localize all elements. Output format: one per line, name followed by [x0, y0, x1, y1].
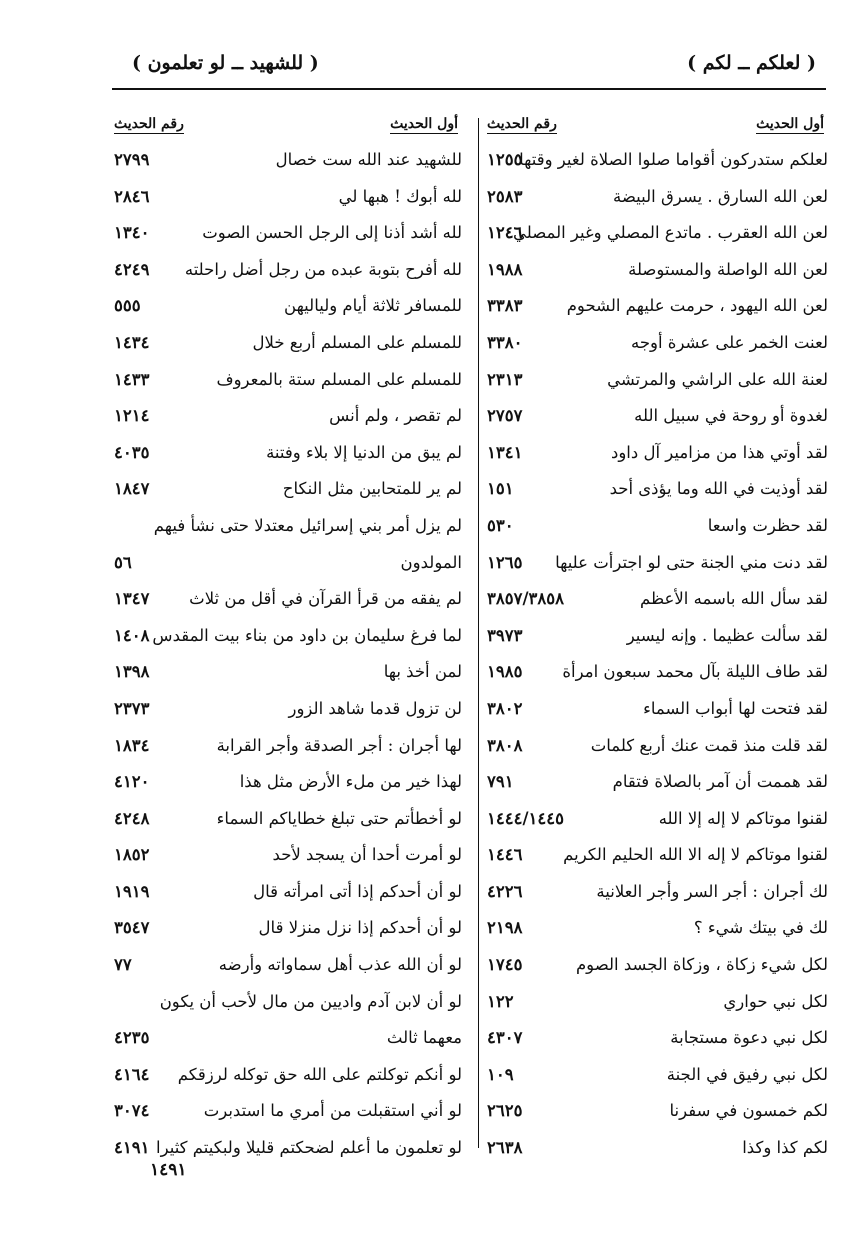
first-of-hadith-heading: أول الحديث: [756, 116, 824, 132]
entry-number: ١٣٩٨: [114, 662, 150, 682]
index-entry: [112, 471, 464, 508]
entry-number: ٤٢٢٦: [487, 881, 523, 901]
index-entry: [112, 215, 464, 252]
entry-text: لقد فتحت لها أبواب السماء: [643, 698, 828, 718]
entry-text: للمسلم على المسلم ستة بالمعروف: [216, 369, 462, 389]
entry-number: ٢٥٨٣: [487, 186, 523, 206]
entry-number: ٧٩١: [487, 772, 514, 792]
entry-text: لكم كذا وكذا: [742, 1138, 828, 1158]
index-entry: [485, 215, 830, 252]
index-entry: [485, 435, 830, 472]
header-rule: [112, 88, 826, 90]
entry-text: لهذا خير من ملء الأرض مثل هذا: [239, 772, 462, 792]
index-entry: [112, 581, 464, 618]
index-entry: [112, 252, 464, 289]
index-entry: [485, 874, 830, 911]
entry-text: لكل شيء زكاة ، وزكاة الجسد الصوم: [575, 955, 828, 975]
entry-number: ٤٢٣٥: [114, 1028, 150, 1048]
entry-text: لو أني استقبلت من أمري ما استدبرت: [203, 1101, 462, 1121]
entry-number: ١٣٤٠: [114, 223, 150, 243]
entry-number: ٣٣٨٠: [487, 332, 523, 352]
entry-text: لو تعلمون ما أعلم لضحكتم قليلا ولبكيتم كثيرا: [156, 1138, 462, 1158]
entry-text: لعنت الخمر على عشرة أوجه: [630, 332, 828, 352]
index-entry: [485, 984, 830, 1021]
entry-text: لو أن أحدكم إذا نزل منزلا قال: [258, 918, 462, 938]
entry-text: لله أبوك ! هبها لي: [338, 186, 462, 206]
entry-number: ١٤٤٦: [487, 845, 523, 865]
index-entry: [485, 179, 830, 216]
entry-text: لم ير للمتحابين مثل النكاح: [282, 479, 462, 499]
left-column-rows: [112, 142, 464, 1167]
entry-text: لغدوة أو روحة في سبيل الله: [634, 406, 828, 426]
index-entry: [112, 179, 464, 216]
index-entry: [112, 435, 464, 472]
page-number: ١٤٩١: [150, 1160, 187, 1180]
entry-number: ١٤٣٤: [114, 332, 150, 352]
index-entry: [112, 1093, 464, 1130]
entry-number: ١٩٨٨: [487, 259, 523, 279]
entry-text: لم يبق من الدنيا إلا بلاء وفتنة: [266, 442, 462, 462]
entry-text: لقد دنت مني الجنة حتى لو اجترأت عليها: [555, 552, 828, 572]
entry-text: لقنوا موتاكم لا إله الا الله الحليم الكريم: [563, 845, 828, 865]
entry-text: لقد قلت منذ قمت عنك أربع كلمات: [590, 735, 828, 755]
entry-text: لقد أوتي هذا من مزامير آل داود: [610, 442, 828, 462]
entry-number: ٢٨٤٦: [114, 186, 150, 206]
entry-text: لو أنكم توكلتم على الله حق توكله لرزقكم: [177, 1064, 462, 1084]
index-entry: [485, 581, 830, 618]
index-entry: [485, 910, 830, 947]
index-entry: [112, 801, 464, 838]
entry-number: ١٢١٤: [114, 406, 150, 426]
index-entry: [485, 1130, 830, 1167]
entry-number: ١٤٤٤/١٤٤٥: [487, 808, 564, 828]
entry-number: ٤٢٤٨: [114, 808, 150, 828]
index-entry: [485, 728, 830, 765]
entry-text: لعن الله السارق . يسرق البيضة: [612, 186, 828, 206]
entry-text: للمسلم على المسلم أربع خلال: [252, 332, 462, 352]
entry-text: لمن أخذ بها: [383, 662, 462, 682]
entry-number: ٤٢٤٩: [114, 259, 150, 279]
entry-number: ٣٨٠٨: [487, 735, 523, 755]
entry-number: ١٤٠٨: [114, 625, 150, 645]
header-right-range: ( لعلكم ــ لكم ): [687, 52, 816, 74]
left-column: [112, 110, 464, 1167]
first-of-hadith-heading: أول الحديث: [390, 116, 458, 132]
entry-number: ١٩٨٥: [487, 662, 523, 682]
index-entry: [485, 1020, 830, 1057]
entry-text: لعن الله العقرب . ماتدع المصلي وغير المصلي: [513, 223, 828, 243]
entry-number: ٢١٩٨: [487, 918, 523, 938]
entry-text: لقد سألت عظيما . وإنه ليسير: [626, 625, 828, 645]
entry-text: للمسافر ثلاثة أيام ولياليهن: [284, 296, 462, 316]
entry-number: ٢٦٣٨: [487, 1138, 523, 1158]
index-entry: [485, 654, 830, 691]
entry-text: لو أخطأتم حتى تبلغ خطاياكم السماء: [216, 808, 462, 828]
entry-number: ٤١٦٤: [114, 1064, 150, 1084]
entry-number: ٥٣٠: [487, 515, 514, 535]
entry-text: لك أجران : أجر السر وأجر العلانية: [596, 881, 828, 901]
index-entry: [112, 728, 464, 765]
index-entry: [112, 910, 464, 947]
entry-number: ٧٧: [114, 955, 132, 975]
column-divider: [478, 118, 479, 1148]
entry-text: لو أن لابن آدم واديين من مال لأحب أن يكون: [159, 991, 462, 1011]
right-column-heading: [485, 110, 830, 142]
right-column-rows: [485, 142, 830, 1167]
entry-number: ٥٥٥: [114, 296, 141, 316]
index-entry: [112, 837, 464, 874]
index-entry: [485, 252, 830, 289]
entry-text: لعن الله اليهود ، حرمت عليهم الشحوم: [566, 296, 828, 316]
entry-number: ٢٣١٣: [487, 369, 523, 389]
index-entry: [485, 837, 830, 874]
entry-text: المولدون: [400, 552, 462, 572]
entry-number: ١٨٤٧: [114, 479, 150, 499]
entry-number: ١٢٦٥: [487, 552, 523, 572]
entry-text: للشهيد عند الله ست خصال: [275, 150, 462, 169]
entry-text: لكل نبي رفيق في الجنة: [666, 1064, 828, 1084]
entry-text: لله أفرح بتوبة عبده من رجل أضل راحلته: [184, 259, 462, 279]
index-entry: [112, 654, 464, 691]
hadith-number-heading: رقم الحديث: [114, 116, 184, 132]
entry-text: لم يزل أمر بني إسرائيل معتدلا حتى نشأ فيهم: [153, 515, 462, 535]
entry-number: ٣٨٥٧/٣٨٥٨: [487, 589, 564, 609]
entry-text: لقد أوذيت في الله وما يؤذى أحد: [609, 479, 828, 499]
entry-text: لما فرغ سليمان بن داود من بناء بيت المقدس: [152, 625, 462, 645]
entry-text: لقد سأل الله باسمه الأعظم: [640, 589, 828, 609]
entry-number: ٤١٢٠: [114, 772, 150, 792]
index-entry: [112, 398, 464, 435]
entry-number: ١٨٥٢: [114, 845, 150, 865]
entry-number: ٣٨٠٢: [487, 698, 523, 718]
entry-text: لعن الله الواصلة والمستوصلة: [628, 259, 828, 279]
index-entry: [485, 801, 830, 838]
entry-number: ١٨٣٤: [114, 735, 150, 755]
entry-text: لو أن أحدكم إذا أتى امرأته قال: [253, 881, 462, 901]
index-entry: [112, 874, 464, 911]
entry-text: لله أشد أذنا إلى الرجل الحسن الصوت: [202, 223, 462, 243]
entry-text: لها أجران : أجر الصدقة وأجر القرابة: [216, 735, 462, 755]
entry-text: لو أمرت أحدا أن يسجد لأحد: [272, 845, 462, 865]
entry-text: لن تزول قدما شاهد الزور: [288, 698, 462, 718]
index-entry: [485, 288, 830, 325]
index-entry: [485, 142, 830, 179]
entry-number: ٣٩٧٣: [487, 625, 523, 645]
entry-number: ١٣٤٧: [114, 589, 150, 609]
index-entry: [485, 764, 830, 801]
index-entry: [112, 325, 464, 362]
index-entry: [112, 1057, 464, 1094]
entry-number: ٢٧٥٧: [487, 406, 523, 426]
index-entry: [112, 288, 464, 325]
header-left-range: ( للشهيد ــ لو تعلمون ): [132, 52, 319, 74]
entry-number: ٣٠٧٤: [114, 1101, 150, 1121]
entry-number: ١٥١: [487, 479, 514, 499]
index-entry: [112, 947, 464, 984]
index-entry: [485, 1057, 830, 1094]
index-entry: [112, 362, 464, 399]
index-entry: [112, 984, 464, 1021]
entry-text: لقنوا موتاكم لا إله إلا الله: [658, 808, 828, 828]
index-entry: [485, 947, 830, 984]
index-entry: [112, 764, 464, 801]
page-header: [112, 50, 826, 86]
entry-number: ٤١٩١: [114, 1138, 150, 1158]
entry-text: لك في بيتك شيء ؟: [693, 918, 828, 938]
hadith-number-heading: رقم الحديث: [487, 116, 557, 132]
index-entry: [112, 545, 464, 582]
index-entry: [485, 398, 830, 435]
index-entry: [112, 508, 464, 545]
entry-number: ٤٠٣٥: [114, 442, 150, 462]
entry-text: لم يفقه من قرأ القرآن في أقل من ثلاث: [189, 589, 462, 609]
index-entry: [485, 362, 830, 399]
entry-text: لكم خمسون في سفرنا: [669, 1101, 828, 1121]
entry-number: ١٣٤١: [487, 442, 523, 462]
index-entry: [112, 691, 464, 728]
index-entry: [485, 691, 830, 728]
index-entry: [485, 325, 830, 362]
entry-text: لعنة الله على الراشي والمرتشي: [607, 369, 828, 389]
entry-text: لقد طاف الليلة بآل محمد سبعون امرأة: [562, 662, 828, 682]
index-entry: [485, 508, 830, 545]
entry-number: ١٢٥٥: [487, 150, 523, 169]
entry-text: لكل نبي دعوة مستجابة: [670, 1028, 828, 1048]
index-entry: [112, 1020, 464, 1057]
entry-number: ١٧٤٥: [487, 955, 523, 975]
entry-number: ٢٦٢٥: [487, 1101, 523, 1121]
entry-number: ٢٣٧٣: [114, 698, 150, 718]
index-entry: [485, 618, 830, 655]
entry-text: لم تقصر ، ولم أنس: [329, 406, 462, 426]
entry-number: ١٤٣٣: [114, 369, 150, 389]
index-entry: [112, 142, 464, 179]
entry-text: لكل نبي حواري: [723, 991, 828, 1011]
entry-text: لو أن الله عذب أهل سماواته وأرضه: [218, 955, 462, 975]
index-entry: [485, 545, 830, 582]
index-entry: [485, 1093, 830, 1130]
left-column-heading: [112, 110, 464, 142]
entry-text: لقد حظرت واسعا: [707, 515, 828, 535]
entry-number: ١٢٢: [487, 991, 514, 1011]
entry-number: ٤٣٠٧: [487, 1028, 523, 1048]
index-entry: [485, 471, 830, 508]
entry-number: ٣٥٤٧: [114, 918, 150, 938]
right-column: [485, 110, 830, 1167]
entry-number: ١٠٩: [487, 1064, 514, 1084]
entry-number: ٣٣٨٣: [487, 296, 523, 316]
entry-text: معهما ثالث: [386, 1028, 462, 1048]
entry-text: لعلكم ستدركون أقواما صلوا الصلاة لغير وقتها: [519, 150, 828, 169]
entry-number: ٢٧٩٩: [114, 150, 150, 169]
entry-text: لقد هممت أن آمر بالصلاة فتقام: [612, 772, 828, 792]
entry-number: ١٩١٩: [114, 881, 150, 901]
index-entry: [112, 618, 464, 655]
entry-number: ١٢٤٦: [487, 223, 523, 243]
entry-number: ٥٦: [114, 552, 132, 572]
